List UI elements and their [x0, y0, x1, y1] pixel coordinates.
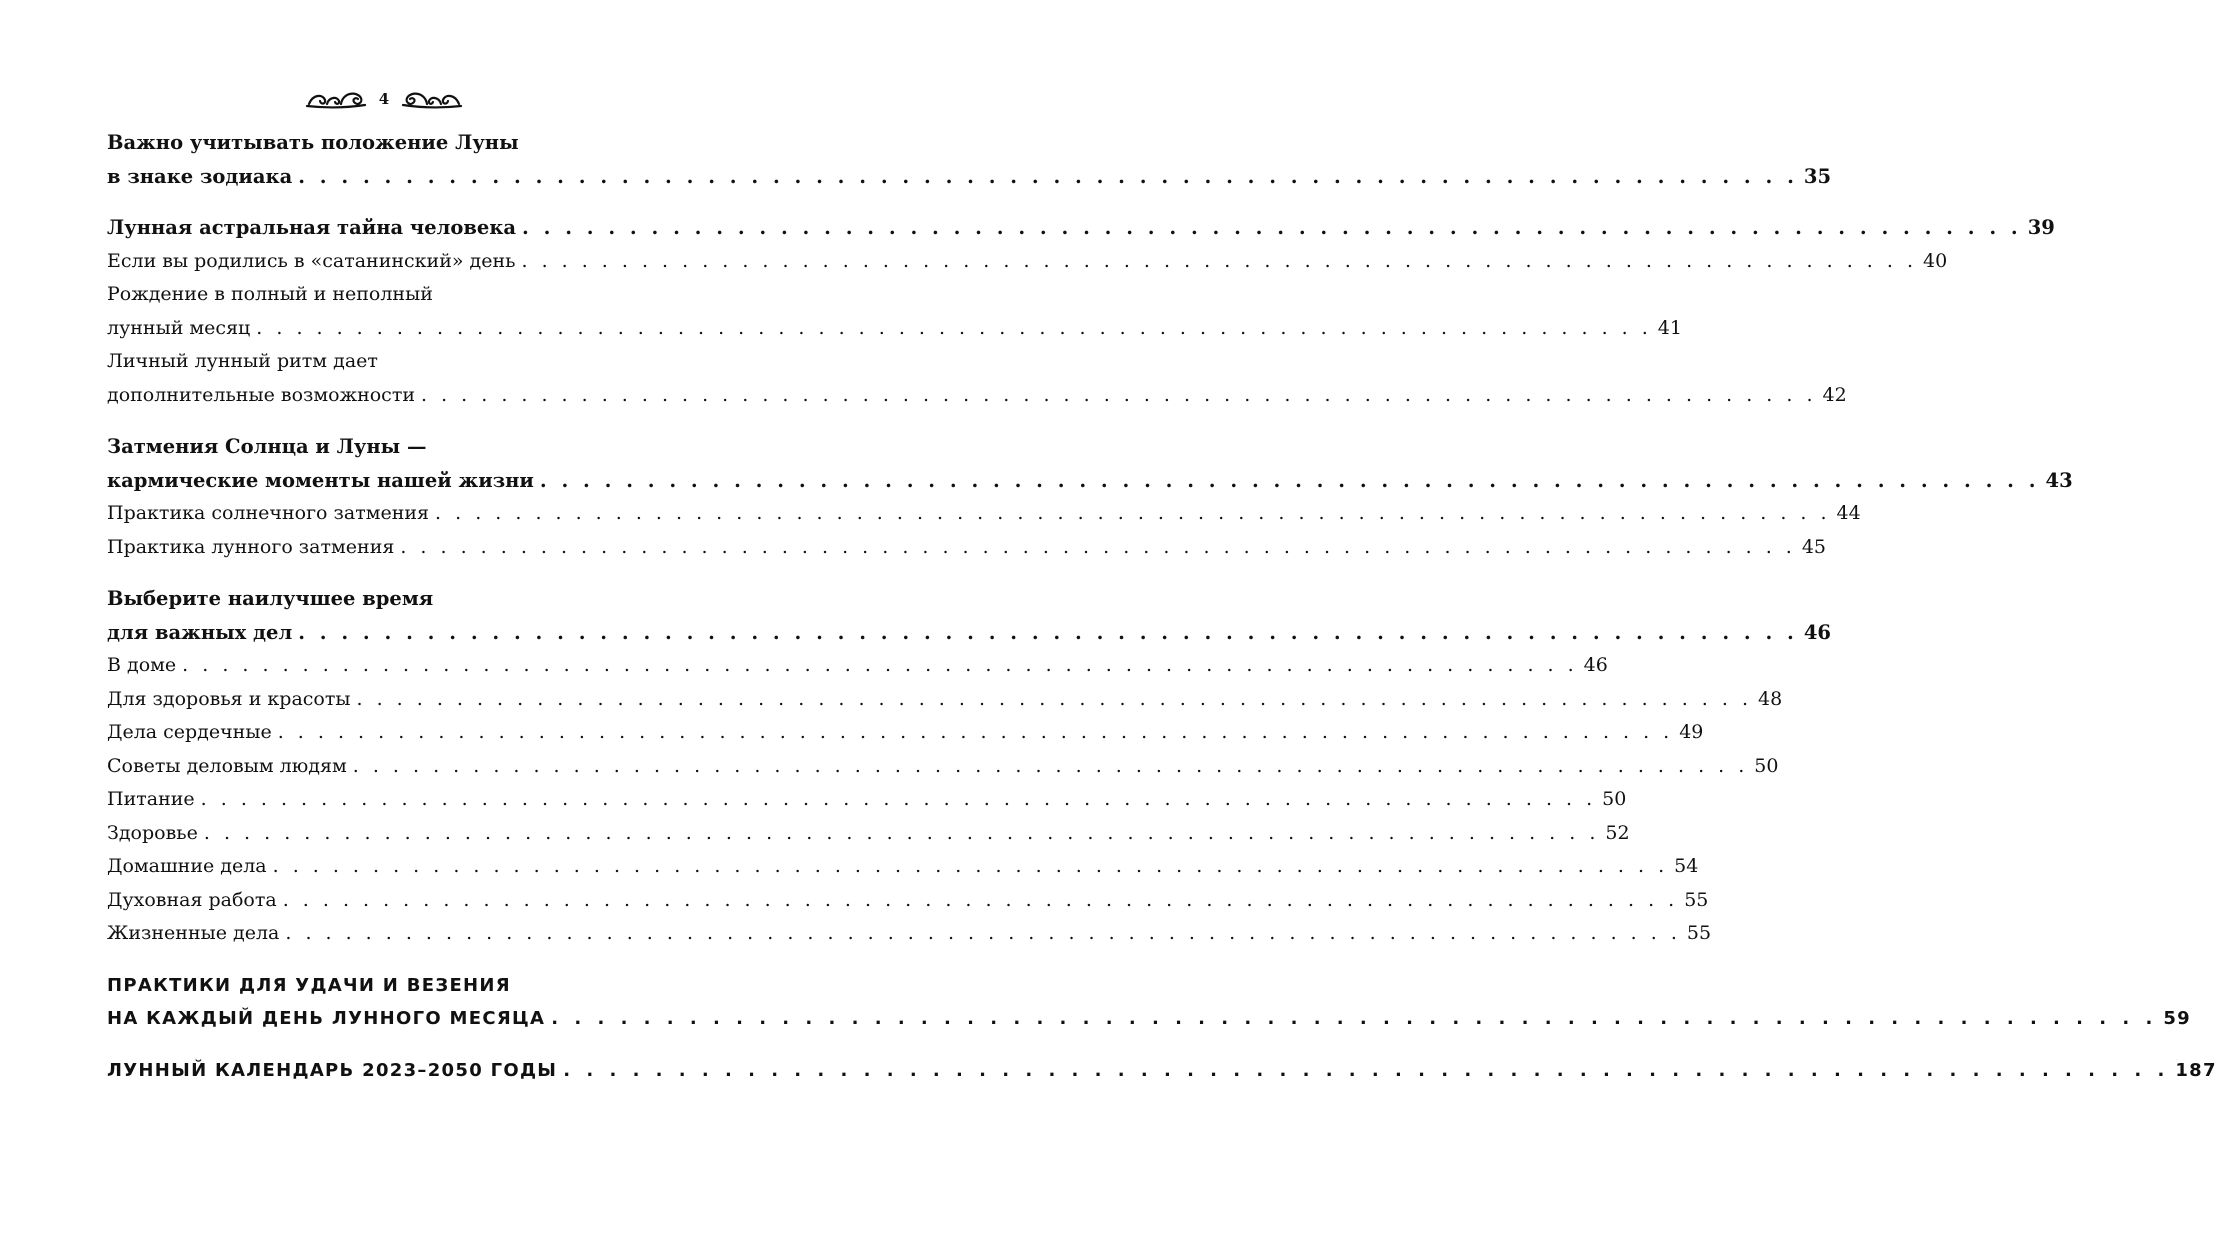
toc-entry-title: Дела сердечные	[107, 721, 272, 743]
toc-entry	[107, 211, 2055, 245]
toc-entry-title: Лунная астральная тайна человека	[107, 216, 517, 239]
dot-leader: . . . . . . . . . . . . . . . . . . . . . . . . . . . . . . . . . . . . . . . . . . . . . . . . . . . . . . . . . . . . . . . . . . . . . .	[272, 855, 1669, 877]
toc-subentry	[107, 683, 1783, 717]
toc-entry	[107, 126, 1832, 193]
page-number: 4	[378, 90, 390, 108]
toc-entry-title: Советы деловым людям	[107, 754, 347, 777]
toc-page-number: 42	[1822, 383, 1847, 406]
table-of-contents	[107, 126, 2217, 1087]
dot-leader: . . . . . . . . . . . . . . . . . . . . . . . . . . . . . . . . . . . . . . . . . . . . . . . . . . . . . . . . . . . . . . . . . . . . . .	[282, 888, 1679, 911]
toc-page-number: 35	[1803, 164, 1832, 188]
toc-entry-title: Домашние дела	[107, 855, 267, 877]
dot-leader: . . . . . . . . . . . . . . . . . . . . . . . . . . . . . . . . . . . . . . . . . . . . . . . . . . . . . . . . . . . . . . . . . . . . . .	[356, 687, 1752, 710]
toc-entry-title: кармические моменты нашей жизни	[107, 468, 534, 492]
dot-leader: . . . . . . . . . . . . . . . . . . . . . . . . . . . . . . . . . . . . . . . . . . . . . . . . . . . . . . . . . . . . . . . . . . . . . .	[277, 721, 1674, 743]
dot-leader: . . . . . . . . . . . . . . . . . . . . . . . . . . . . . . . . . . . . . . . . . . . . . . . . . . . . . . . . . . . . . . . . . . . . . .	[203, 821, 1600, 844]
toc-entry-title: Важно учитывать положение Луны	[107, 131, 519, 154]
toc-page-number: 46	[1583, 654, 1608, 676]
toc-entry-title: для важных дел	[107, 620, 293, 644]
toc-subentry	[107, 345, 1847, 412]
dot-leader: . . . . . . . . . . . . . . . . . . . . . . . . . . . . . . . . . . . . . . . . . . . . . . . . . . . . . . . . . . . . . . . . . . . . . .	[435, 502, 1831, 524]
toc-entry-title: Для здоровья и красоты	[107, 687, 351, 710]
toc-page-number: 55	[1686, 922, 1712, 944]
toc-entry-title: Духовная работа	[107, 888, 277, 911]
toc-entry-title: лунный месяц	[107, 316, 251, 339]
toc-page-number: 48	[1758, 687, 1783, 710]
dot-leader: . . . . . . . . . . . . . . . . . . . . . . . . . . . . . . . . . . . . . . . . . . . . . . . . . . . . . . . . . . . . . . . . . . . . . .	[352, 754, 1749, 777]
dot-leader: . . . . . . . . . . . . . . . . . . . . . . . . . . . . . . . . . . . . . . . . . . . . . . . . . . . . . . . . . . . . . . . . . . . . . .	[200, 788, 1597, 810]
scroll-ornament-icon	[305, 88, 367, 110]
toc-entry-title: В доме	[107, 654, 177, 676]
toc-page-number: 50	[1602, 788, 1627, 810]
dot-leader: . . . . . . . . . . . . . . . . . . . . . . . . . . . . . . . . . . . . . . . . . . . . . . . . . . . . . . . . . . . . . . . . . . . . . .	[539, 468, 2040, 492]
toc-subentry	[107, 817, 1630, 851]
scroll-ornament-icon	[401, 88, 463, 110]
toc-subentry	[107, 750, 1779, 784]
toc-page-number: 55	[1684, 888, 1709, 911]
dot-leader: . . . . . . . . . . . . . . . . . . . . . . . . . . . . . . . . . . . . . . . . . . . . . . . . . . . . . . . . . . . . . . . . . . . . . .	[522, 216, 2022, 239]
toc-entry-title: Личный лунный ритм дает	[107, 350, 378, 372]
toc-entry	[107, 582, 1831, 649]
toc-entry-title: Здоровье	[107, 821, 198, 844]
toc-subentry	[107, 278, 1682, 345]
toc-entry-title: Выберите наилучшее время	[107, 587, 434, 610]
dot-leader: . . . . . . . . . . . . . . . . . . . . . . . . . . . . . . . . . . . . . . . . . . . . . . . . . . . . . . . . . . . . . . . . . . . . . .	[521, 249, 1917, 272]
toc-page-number: 187	[2175, 1059, 2217, 1081]
dot-leader: . . . . . . . . . . . . . . . . . . . . . . . . . . . . . . . . . . . . . . . . . . . . . . . . . . . . . . . . . . . . . . . . . . . . . .	[551, 1008, 2158, 1029]
dot-leader: . . . . . . . . . . . . . . . . . . . . . . . . . . . . . . . . . . . . . . . . . . . . . . . . . . . . . . . . . . . . . . . . . . . . . .	[400, 535, 1796, 558]
toc-entry	[107, 1054, 2217, 1088]
toc-page-number: 46	[1803, 620, 1831, 644]
toc-page-number: 44	[1836, 502, 1861, 524]
toc-subentry	[107, 850, 1699, 884]
toc-page-number: 39	[2027, 216, 2055, 239]
toc-entry-title: в знаке зодиака	[107, 164, 293, 188]
page-header	[0, 84, 768, 114]
toc-entry-title: Если вы родились в «сатанинский» день	[107, 249, 516, 272]
toc-entry-title: дополнительные возможности	[107, 383, 415, 406]
dot-leader: . . . . . . . . . . . . . . . . . . . . . . . . . . . . . . . . . . . . . . . . . . . . . . . . . . . . . . . . . . . . . . . . . . . . . .	[285, 922, 1681, 944]
toc-page-number: 41	[1657, 316, 1682, 339]
toc-entry-title: ЛУННЫЙ КАЛЕНДАРЬ 2023–2050 ГОДЫ	[107, 1059, 558, 1081]
toc-subentry	[107, 917, 1712, 951]
toc-entry	[107, 430, 2073, 497]
toc-entry-title: Затмения Солнца и Луны —	[107, 435, 427, 458]
toc-page-number: 50	[1754, 754, 1779, 777]
toc-page-number: 45	[1801, 535, 1827, 558]
dot-leader: . . . . . . . . . . . . . . . . . . . . . . . . . . . . . . . . . . . . . . . . . . . . . . . . . . . . . . . . . . . . . . . . . . . . . .	[298, 164, 1798, 188]
dot-leader: . . . . . . . . . . . . . . . . . . . . . . . . . . . . . . . . . . . . . . . . . . . . . . . . . . . . . . . . . . . . . . . . . . . . . .	[563, 1059, 2170, 1081]
toc-subentry	[107, 783, 1627, 817]
dot-leader: . . . . . . . . . . . . . . . . . . . . . . . . . . . . . . . . . . . . . . . . . . . . . . . . . . . . . . . . . . . . . . . . . . . . . .	[256, 316, 1652, 339]
toc-entry-title: Питание	[107, 788, 195, 810]
toc-entry-title: Практика солнечного затмения	[107, 502, 430, 524]
toc-page-number: 52	[1605, 821, 1630, 844]
toc-subentry	[107, 716, 1704, 750]
toc-entry-title: Жизненные дела	[107, 922, 280, 944]
toc-page-number: 54	[1674, 855, 1699, 877]
toc-entry-title: Практика лунного затмения	[107, 535, 395, 558]
toc-page-number: 40	[1922, 249, 1948, 272]
dot-leader: . . . . . . . . . . . . . . . . . . . . . . . . . . . . . . . . . . . . . . . . . . . . . . . . . . . . . . . . . . . . . . . . . . . . . .	[182, 654, 1578, 676]
toc-entry-title: Рождение в полный и неполный	[107, 283, 433, 305]
toc-entry-title: НА КАЖДЫЙ ДЕНЬ ЛУННОГО МЕСЯЦА	[107, 1008, 546, 1029]
toc-page-number: 43	[2045, 468, 2073, 492]
toc-subentry	[107, 531, 1827, 565]
dot-leader: . . . . . . . . . . . . . . . . . . . . . . . . . . . . . . . . . . . . . . . . . . . . . . . . . . . . . . . . . . . . . . . . . . . . . .	[298, 620, 1798, 644]
toc-subentry	[107, 649, 1608, 683]
toc-entry-title: ПРАКТИКИ ДЛЯ УДАЧИ И ВЕЗЕНИЯ	[107, 974, 511, 996]
toc-entry	[107, 969, 2191, 1036]
toc-subentry	[107, 245, 1948, 279]
dot-leader: . . . . . . . . . . . . . . . . . . . . . . . . . . . . . . . . . . . . . . . . . . . . . . . . . . . . . . . . . . . . . . . . . . . . . .	[421, 383, 1817, 406]
toc-page-number: 49	[1679, 721, 1704, 743]
toc-page-number: 59	[2163, 1008, 2191, 1029]
toc-subentry	[107, 497, 1861, 531]
toc-subentry	[107, 884, 1709, 918]
